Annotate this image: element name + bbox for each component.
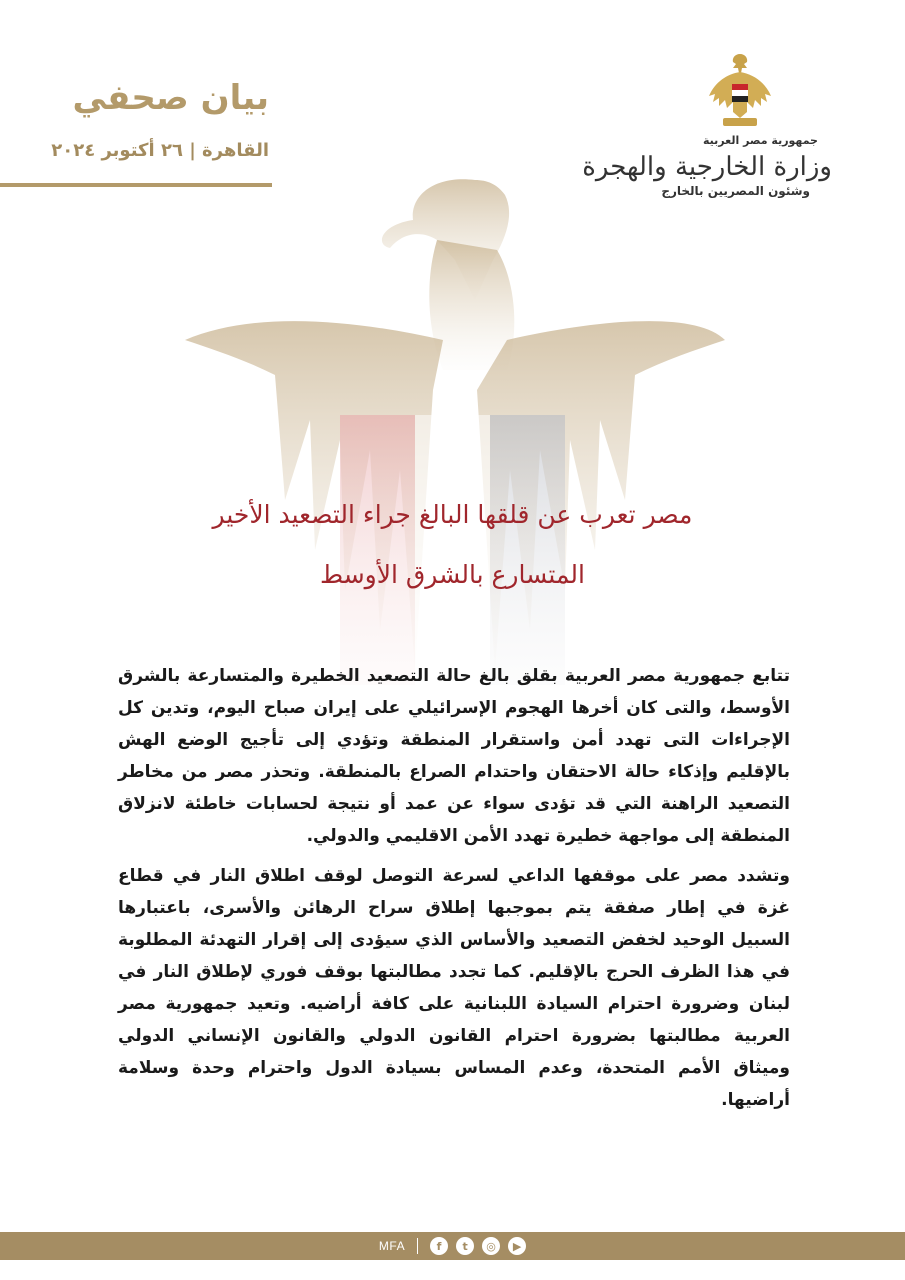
paragraph: وتشدد مصر على موقفها الداعي لسرعة التوصل لوقف اطلاق النار في قطاع غزة في إطار صفقة يتم بموجبها إطلاق سراح الرهائن والأسرى، باعتبارها السبيل الوحيد لخفض التصعيد والأساس الذي سيؤدى إلى إقرار التهدئة المطلوبة في هذا الظرف الحرج بالإقليم. كما تجدد مطالبتها بوقف فوري لإطلاق النار في لبنان وضرورة احترام السيادة اللبنانية على كافة أراضيه. وتعيد جمهورية مصر العربية مطالبتها بضرورة احترام القانون الدولي والقانون الإنساني الدولي وميثاق الأمم المتحدة، وعدم المساس بسيادة الدول واحترام وحدة وسلامة أراضيها. — [118, 866, 790, 1110]
eagle-of-saladin-icon — [705, 48, 775, 130]
logo-ministry-name: وزارة الخارجية والهجرة — [582, 152, 832, 182]
eagle-watermark — [175, 170, 735, 690]
paragraph: تتابع جمهورية مصر العربية بقلق بالغ حالة التصعيد الخطيرة والمتسارعة بالشرق الأوسط، والتى كان أخرها الهجوم الإسرائيلي على إيران صباح اليوم، وتدين كل الإجراءات التى تهدد أمن واستقرار المنطقة وتؤدي إلى تأجيج الوضع الهش بالإقليم وإذكاء حالة الاحتقان واحتدام الصراع بالمنطقة. وتحذر مصر من مخاطر التصعيد الراهنة التي قد تؤدى سواء عن عمد أو نتيجة لحسابات خاطئة لانزلاق المنطقة إلى مواجهة خطيرة تهدد الأمن الاقليمي والدولي. — [118, 666, 790, 846]
facebook-icon[interactable]: f — [430, 1237, 448, 1255]
press-release-title: بيان صحفي — [72, 78, 269, 118]
footer-divider — [417, 1238, 418, 1254]
headline-line-1: مصر تعرب عن قلقها البالغ جراء التصعيد الأخير — [212, 500, 693, 529]
headline-line-2: المتسارع بالشرق الأوسط — [319, 560, 585, 589]
twitter-icon[interactable]: t — [456, 1237, 474, 1255]
footer-bar — [0, 1232, 905, 1260]
logo-country-name: جمهورية مصر العربية — [703, 134, 818, 147]
press-release-date: القاهرة | ٢٦ أكتوبر ٢٠٢٤ — [51, 140, 269, 161]
statement-body — [118, 660, 790, 1124]
footer-mfa-label: MFA — [378, 1239, 406, 1253]
logo-ministry-subtitle: وشئون المصريين بالخارج — [661, 184, 810, 198]
youtube-icon[interactable]: ▶ — [508, 1237, 526, 1255]
instagram-icon[interactable]: ◎ — [482, 1237, 500, 1255]
